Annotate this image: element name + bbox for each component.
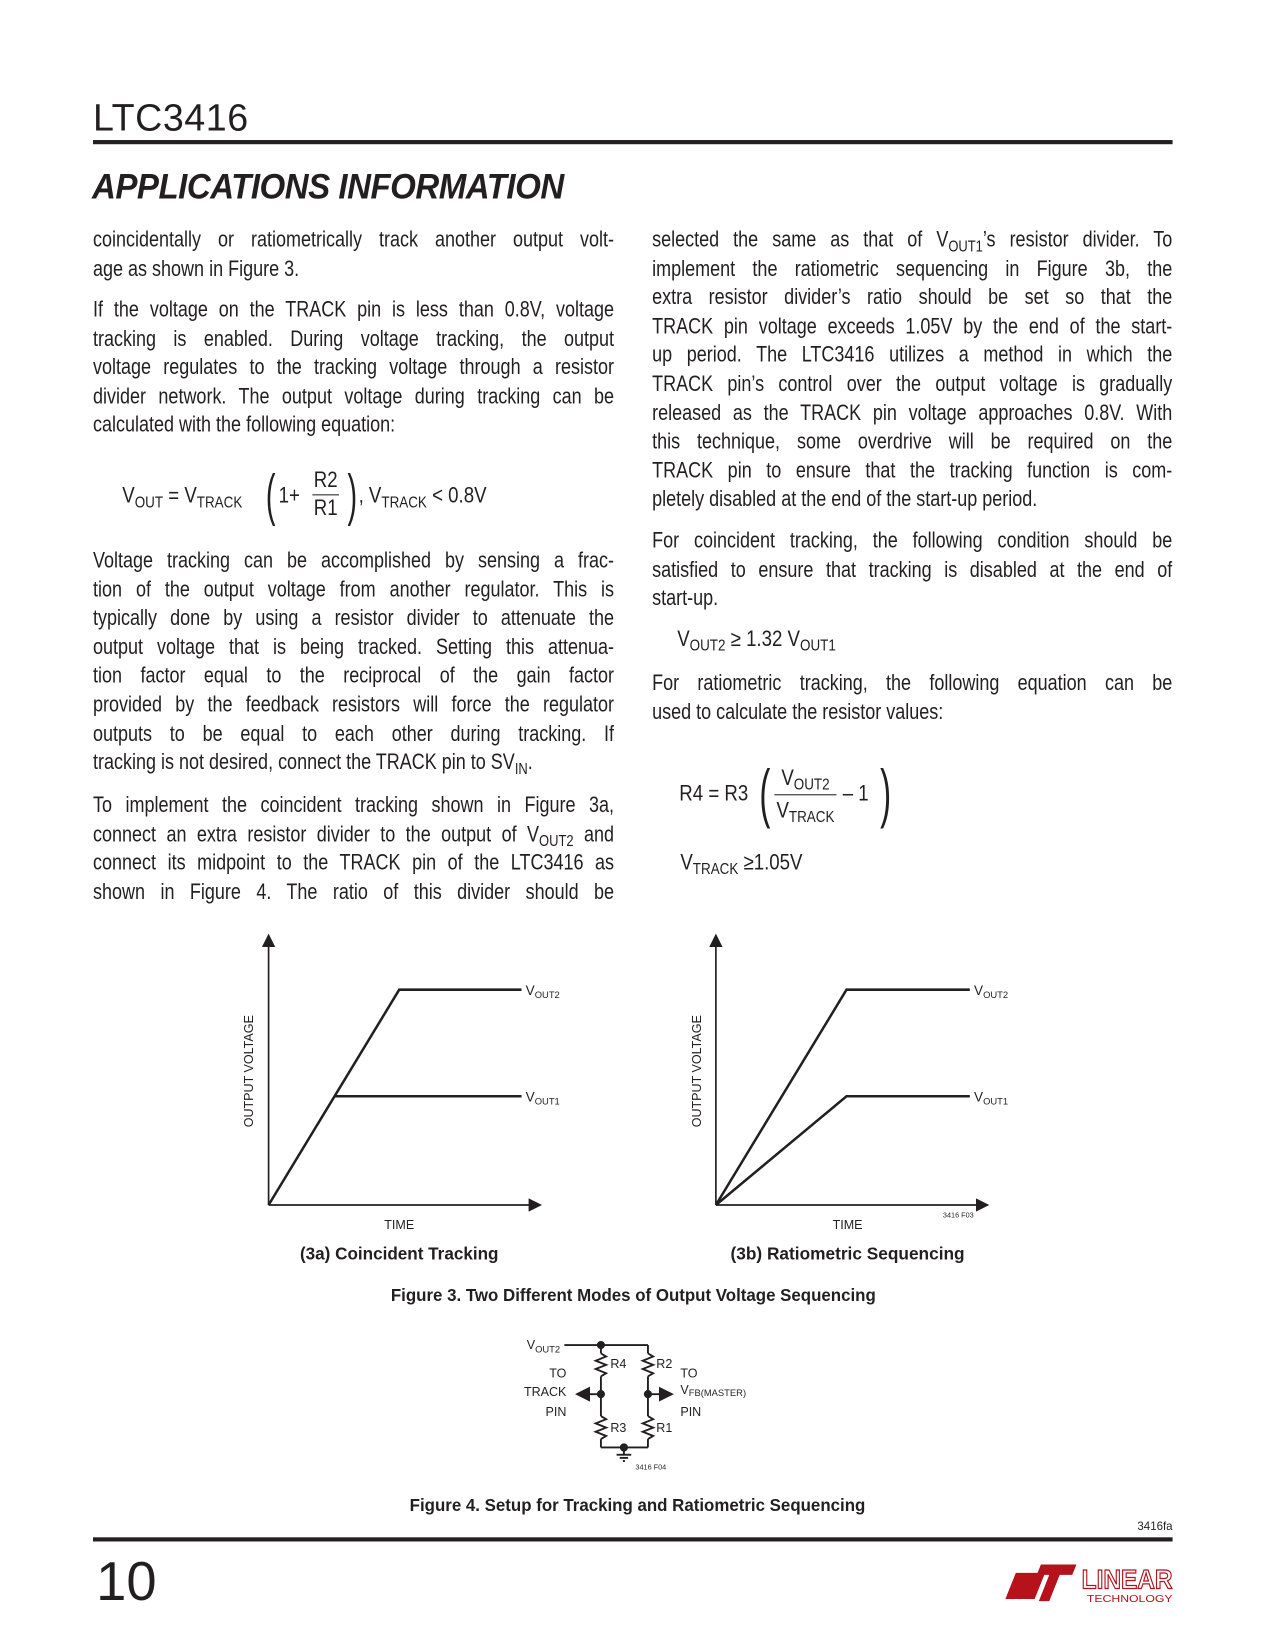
- text-line: Voltage tracking can be accomplished by sensing a frac-: [93, 548, 615, 573]
- text-line: tracking is not desired, connect the TRACK pin to $SV_{IN}$.: [93, 750, 533, 779]
- left-paren: (: [759, 757, 771, 830]
- text-line: selected the same as that of $V_{OUT1}’s$ resistor divider. To: [652, 227, 1173, 255]
- text-line: connect an extra resistor divider to the output of $V_{OUT2}$ and: [93, 822, 615, 849]
- text-line: age as shown in Figure 3.: [93, 256, 300, 281]
- text-line: implement the ratiometric sequencing in Figure 3b, the: [652, 256, 1173, 281]
- vout1-label: $V_{OUT1}$: [525, 1089, 560, 1107]
- resistor-r4: [596, 1353, 606, 1376]
- graph-3b: [690, 935, 1008, 1263]
- right-paren: ): [880, 757, 892, 830]
- r4-label: R4: [610, 1357, 627, 1372]
- section-heading: APPLICATIONS INFORMATION: [91, 167, 564, 207]
- vout2-label: $V_{OUT2}$: [526, 1338, 561, 1355]
- to-track-label: TO: [549, 1366, 567, 1381]
- footer-rule: [93, 1537, 1173, 1541]
- r3-label: R3: [610, 1420, 627, 1435]
- resistor-r1: [643, 1416, 653, 1439]
- vfb-label: VFB(MASTER): [680, 1383, 747, 1399]
- text-line: shown in Figure 4. The ratio of this divider should be: [93, 879, 615, 904]
- text-line: this technique, some overdrive will be required on the: [652, 429, 1173, 454]
- text-line: released as the TRACK pin voltage approaches 0.8V. With: [652, 400, 1173, 425]
- y-axis-label: OUTPUT VOLTAGE: [690, 1015, 705, 1128]
- figure-3-caption: Figure 3. Two Different Modes of Output Voltage Sequencing: [390, 1285, 876, 1306]
- r1-label: R1: [656, 1420, 673, 1435]
- equation-vtrack-condition: $V_{TRACK} \ge 1.05V$: [680, 850, 803, 879]
- r2-label: R2: [656, 1357, 673, 1372]
- page-number: 10: [96, 1551, 157, 1613]
- datasheet-page: LTC3416 APPLICATIONS INFORMATION coincidentally or ratiometrically track another output volt- age as shown in Figure 3. If the voltage on the TRACK pin is less than 0.8V, voltage tracking is enabled. During voltage tracking, the output voltage regulates to the tracking voltage through a resistor divider network. The output voltage during tracking can be calculated with the following equation: Voltage tracking can be accomplished by sensing a frac- tion of the output voltage from another regulator. This is typically done by using a resistor divider to attenuate the output voltage that is being tracked. Setting this attenua- tion factor equal to the reciprocal of the gain factor provided by the feedback resistors will force the regulator outputs to be equal to each other during tracking. If tracking is not desired, connect the TRACK pin to $SV_{IN}$. To implement the coincident tracking shown in Figure 3a, connect an extra resistor divider to the output of $V_{OUT2}$ and connect its midpoint to the TRACK pin of the LTC3416 as shown in Figure 4. The ratio of this divider should be selected the same as that of $V_{OUT1}’s$ resistor divider. To implement the ratiometric sequencing in Figure 3b, the extra resistor divider’s ratio should be set so that the TRACK pin voltage exceeds 1.05V by the end of the start- up period. The LTC3416 utilizes a method in which the TRACK pin’s control over the output voltage is gradually released as the TRACK pin voltage approaches 0.8V. With this technique, some overdrive will be required on the TRACK pin to ensure that the tracking function is com- pletely disabled at the end of the start-up period. For coincident tracking, the following condition should be satisfied to ensure that tracking is disabled at the end of start-up. For ratiometric tracking, the following equation can be used to calculate the resistor values: $V_{OUT} = V_{TRACK}$ ( 1+ R2 R1 ) , $V_{TRACK} < 0.8V$ $V_{OUT2} \ge 1.32$ $V_{OUT1}$ R4 = R3 ( $V_{OUT2}$ $V_{TRACK}$ – 1 ) $V_{TRACK} \ge 1.05V$ $V_{OUT2}$ $V_{OUT1}$ OUTPUT VOLTAGE TIME (3a) Coincident Tracking $V_{OUT2}$ $V_{OUT1}$ OUTPUT VOLTAGE TIME 3416 F03 (3b) Ratiometric Sequencing Figure 3. Two Different Modes of Output Voltage Sequencing $V_{OUT2}$ R4 R2 R3 R1 TO TRACK PIN TO VFB(MASTER) PIN 3416 F04 Figure 4. Setup for Tracking and Ratiometric Sequencing LINEAR TECHNOLOGY 3416fa 10: [0, 0, 1275, 1650]
- figure-code: 3416 F03: [942, 1210, 974, 1220]
- text-line: To implement the coincident tracking shown in Figure 3a,: [93, 793, 615, 818]
- text-line: pletely disabled at the end of the start-up period.: [652, 487, 1038, 512]
- graph-3a: [242, 935, 560, 1263]
- text-line: If the voltage on the TRACK pin is less than 0.8V, voltage: [93, 297, 615, 322]
- text-line: divider network. The output voltage during tracking can be: [93, 384, 615, 409]
- vout1-label: $V_{OUT1}$: [974, 1089, 1009, 1107]
- text-line: extra resistor divider’s ratio should be set so that the: [652, 285, 1173, 310]
- text-line: output voltage that is being tracked. Setting this attenua-: [93, 635, 615, 660]
- resistor-r3: [596, 1416, 606, 1439]
- vout2-label: $V_{OUT2}$: [974, 982, 1009, 1001]
- caption-3b: (3b) Ratiometric Sequencing: [730, 1243, 965, 1264]
- right-paren: ): [347, 464, 358, 527]
- text-line: connect its midpoint to the TRACK pin of the LTC3416 as: [93, 850, 615, 875]
- text-line: TRACK pin to ensure that the tracking function is com-: [652, 458, 1173, 483]
- text-line: tion of the output voltage from another regulator. This is: [93, 577, 615, 602]
- vfb-pin-label: PIN: [680, 1405, 702, 1420]
- figure-4-labels: [524, 1338, 746, 1471]
- track-pin-label: PIN: [545, 1405, 567, 1420]
- svg-text:LINEAR: LINEAR: [1081, 1563, 1173, 1595]
- x-axis-label: TIME: [832, 1218, 863, 1233]
- to-vfb-label: TO: [680, 1366, 698, 1381]
- caption-3a: (3a) Coincident Tracking: [299, 1243, 499, 1264]
- resistor-r2: [643, 1353, 653, 1376]
- figure-4-caption: Figure 4. Setup for Tracking and Ratiometric Sequencing: [409, 1495, 866, 1516]
- x-axis-label: TIME: [384, 1218, 415, 1233]
- text-line: used to calculate the resistor values:: [652, 699, 944, 724]
- text-line: TRACK pin voltage exceeds 1.05V by the end of the start-: [652, 314, 1173, 339]
- y-axis-label: OUTPUT VOLTAGE: [241, 1015, 256, 1128]
- vout1-trace: [716, 1096, 970, 1205]
- text-line: typically done by using a resistor divider to attenuate the: [93, 606, 615, 631]
- text-line: For coincident tracking, the following condition should be: [652, 528, 1173, 553]
- part-number: LTC3416: [93, 96, 249, 139]
- text-line: coincidentally or ratiometrically track another output volt-: [93, 227, 615, 252]
- text-line: satisfied to ensure that tracking is disabled at the end of: [652, 557, 1173, 582]
- text-line: tion factor equal to the reciprocal of the gain factor: [93, 664, 615, 689]
- doc-code: 3416fa: [1137, 1520, 1173, 1534]
- equation-r4: R4 = R3 ( $V_{OUT2}$ $V_{TRACK}$ – 1 ): [679, 757, 892, 830]
- text-line: start-up.: [652, 586, 719, 611]
- text-line: calculated with the following equation:: [93, 413, 396, 438]
- text-line: TRACK pin’s control over the output voltage is gradually: [652, 372, 1173, 397]
- track-label: TRACK: [523, 1385, 567, 1400]
- text-line: outputs to be equal to each other during tracking. If: [93, 721, 615, 746]
- equation-vout2-condition: $V_{OUT2} \ge 1.32$ $V_{OUT1}$: [677, 627, 836, 655]
- svg-text:TECHNOLOGY: TECHNOLOGY: [1086, 1594, 1173, 1606]
- text-line: For ratiometric tracking, the following equation can be: [652, 670, 1173, 695]
- figure-code: 3416 F04: [635, 1462, 667, 1472]
- left-paren: (: [265, 464, 276, 527]
- text-line: provided by the feedback resistors will force the regulator: [93, 692, 615, 717]
- vout2-label: $V_{OUT2}$: [525, 982, 560, 1001]
- linear-technology-logo: [1005, 1564, 1173, 1606]
- text-line: up period. The LTC3416 utilizes a method in which the: [652, 343, 1173, 368]
- text-line: tracking is enabled. During voltage tracking, the output: [93, 326, 615, 351]
- text-line: voltage regulates to the tracking voltage through a resistor: [93, 355, 615, 380]
